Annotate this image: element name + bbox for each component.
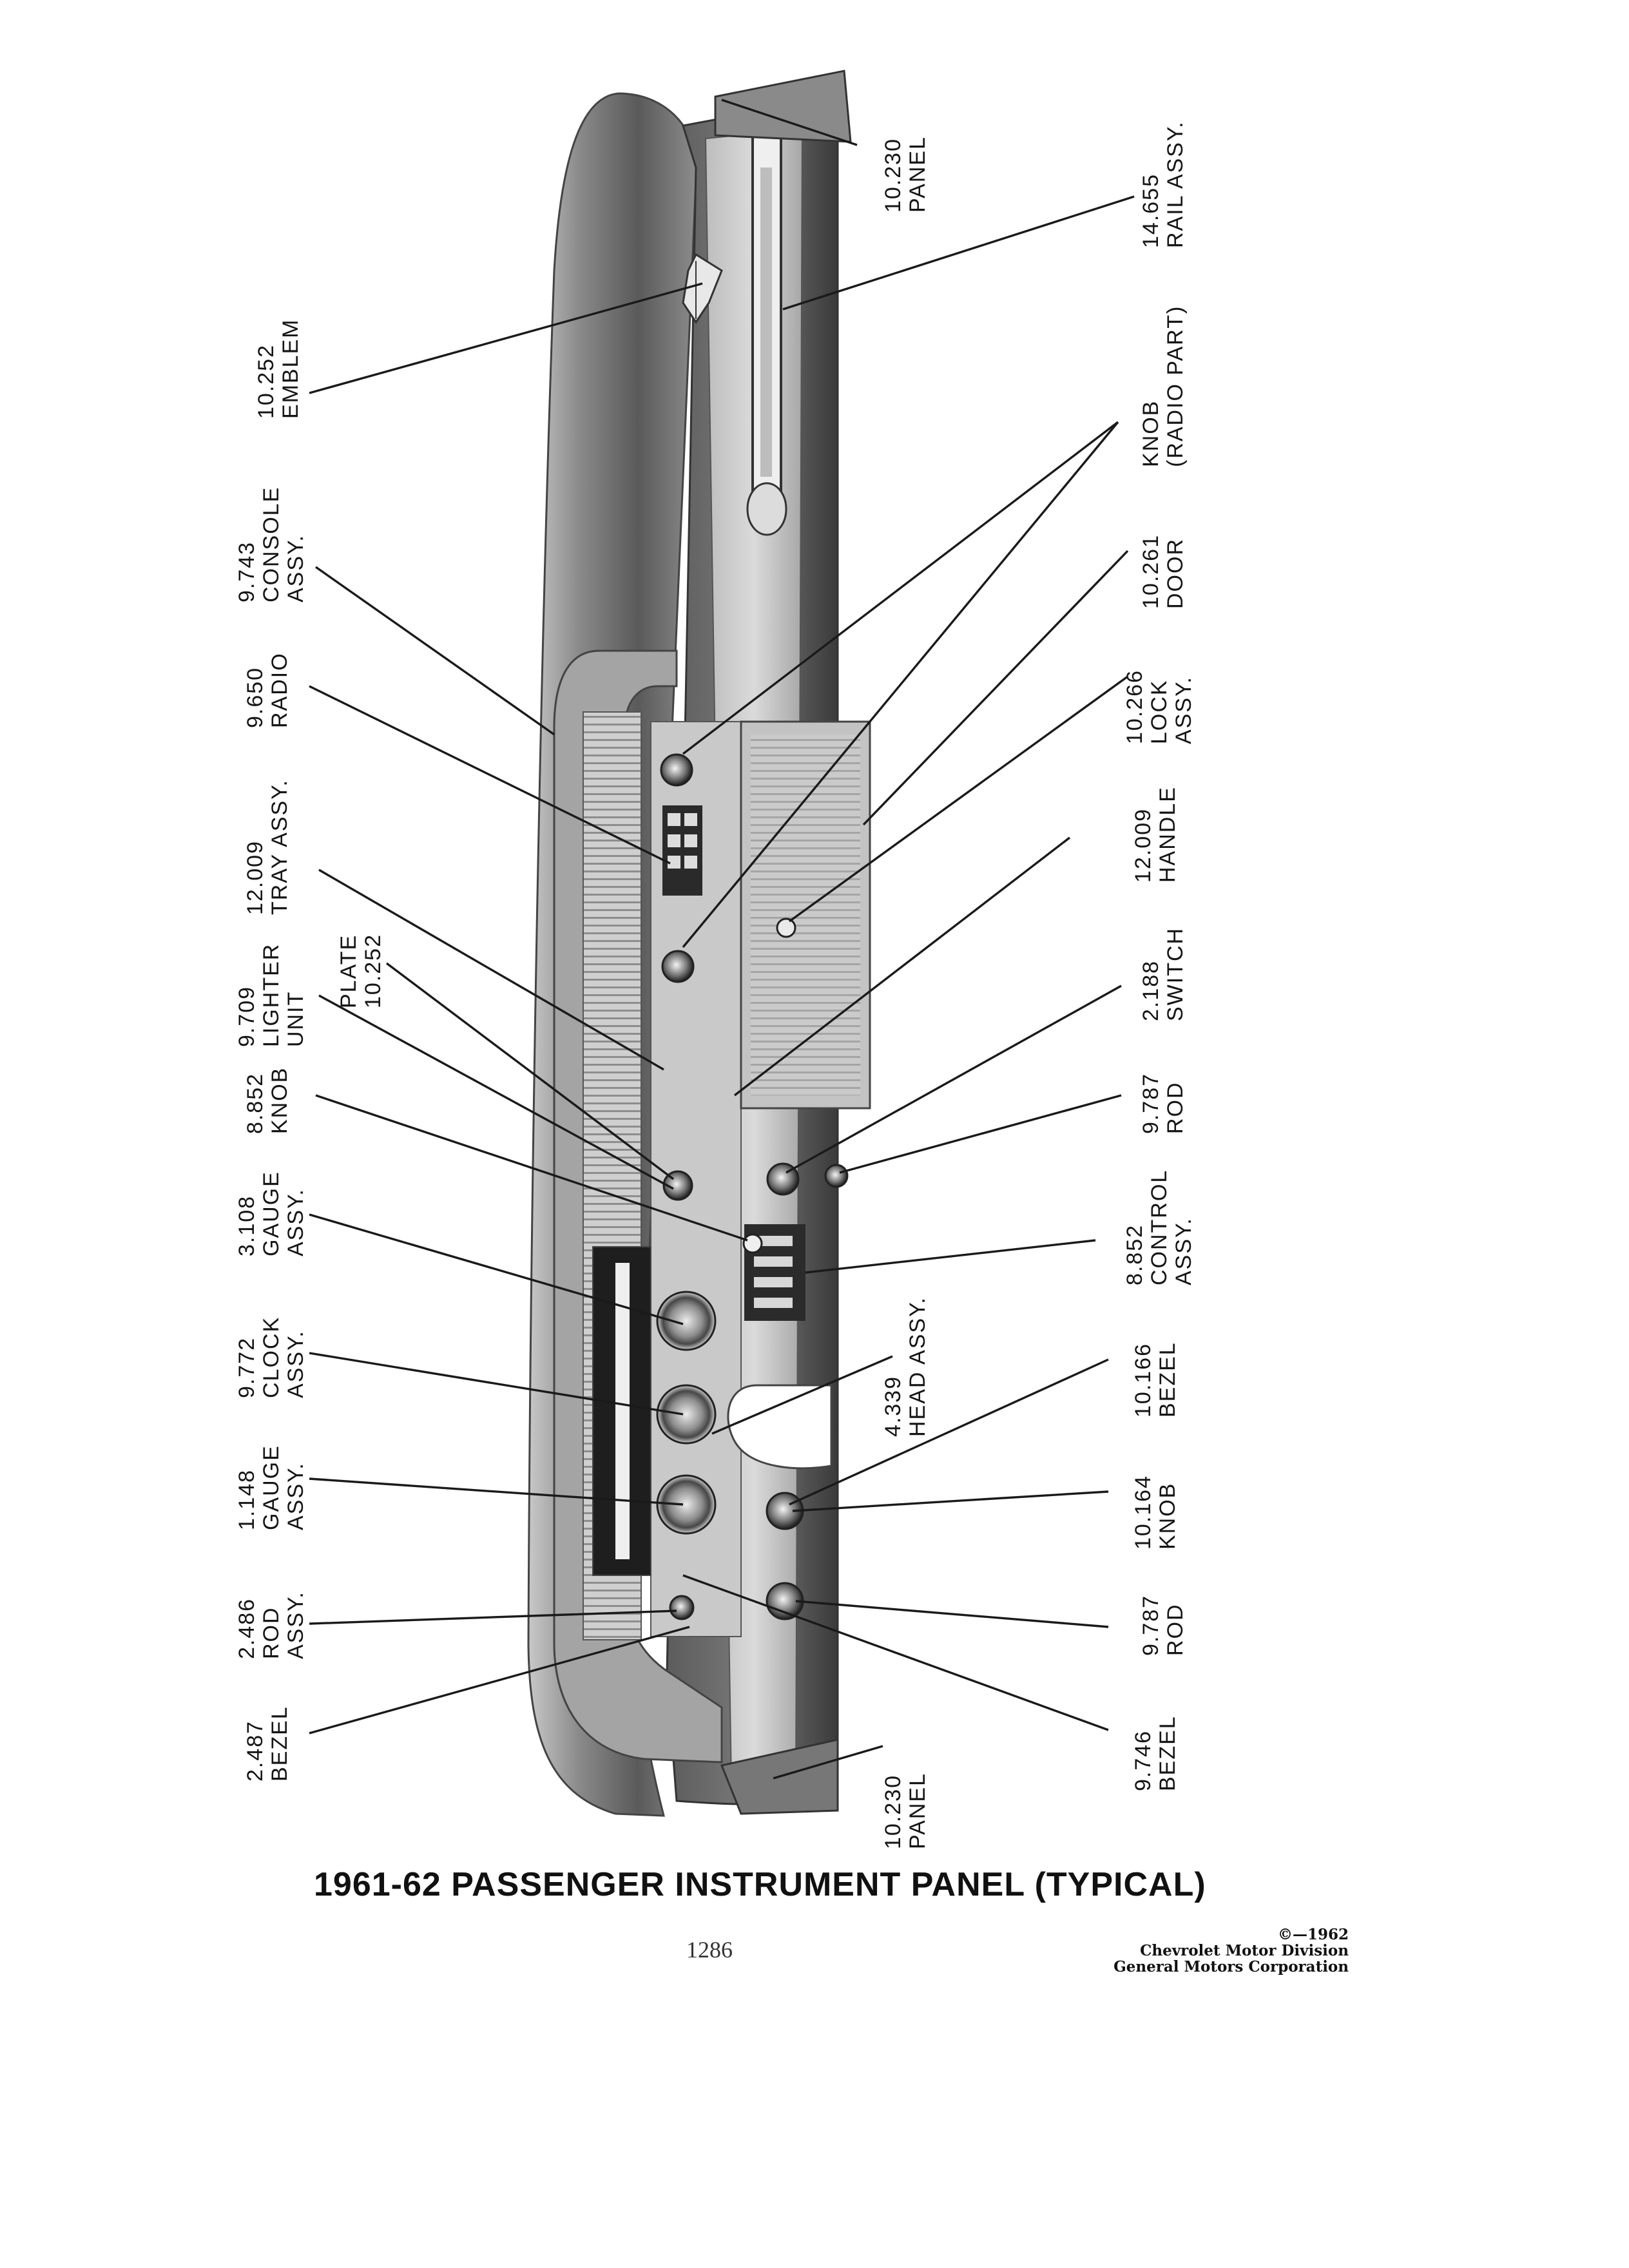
labels-left — [235, 318, 385, 1782]
label-knob-8852: 8.852KNOB — [243, 1066, 292, 1134]
label-gauge-1148: 1.148GAUGEASSY. — [235, 1445, 308, 1530]
labels-center — [881, 1296, 930, 1849]
rod-knob-upper — [825, 1165, 847, 1187]
speedometer-column — [593, 1247, 651, 1575]
labels-right — [881, 120, 1196, 1791]
instrument-panel-illustration — [528, 71, 870, 1816]
label-knob-radio: KNOB(RADIO PART) — [1139, 305, 1188, 467]
label-rod-assy: 2.486RODASSY. — [235, 1591, 308, 1659]
page-number: 1286 — [686, 1937, 733, 1963]
corporation-line: General Motors Corporation — [1113, 1958, 1349, 1975]
label-gauge-3108: 3.108GAUGEASSY. — [235, 1171, 308, 1256]
label-panel-top: 10.230PANEL — [881, 136, 930, 213]
label-bezel-10166: 10.166BEZEL — [1131, 1341, 1180, 1418]
figure-caption: 1961-62 PASSENGER INSTRUMENT PANEL (TYPICAL) — [314, 1866, 1206, 1903]
label-bezel-9746: 9.746BEZEL — [1131, 1715, 1180, 1791]
radio-knob-bottom — [662, 951, 693, 982]
label-bezel-2487: 2.487BEZEL — [243, 1706, 292, 1782]
rod-knob-left — [670, 1596, 693, 1619]
label-panel-bottom: 10.230PANEL — [881, 1773, 930, 1849]
glove-box-door — [741, 722, 870, 1108]
label-console: 9.743CONSOLEASSY. — [235, 486, 308, 602]
label-handle: 12.009HANDLE — [1131, 786, 1180, 883]
label-rod-upper: 9.787ROD — [1139, 1072, 1188, 1134]
lock-cylinder — [777, 919, 795, 937]
control-knob — [744, 1235, 762, 1253]
gauge-upper — [657, 1292, 715, 1350]
label-door: 10.261DOOR — [1139, 534, 1188, 609]
label-tray: 12.009TRAY ASSY. — [243, 779, 292, 915]
rail-assembly — [747, 116, 786, 535]
label-switch: 2.188SWITCH — [1139, 927, 1188, 1021]
clock — [657, 1385, 715, 1443]
radio-knob-top — [661, 754, 692, 785]
label-lighter: 9.709LIGHTERUNIT — [235, 943, 308, 1047]
division-line: Chevrolet Motor Division — [1140, 1942, 1349, 1959]
label-emblem: 10.252EMBLEM — [254, 318, 303, 419]
upper-panel-end — [715, 71, 851, 142]
label-knob-10164: 10.164KNOB — [1131, 1475, 1180, 1550]
label-rail: 14.655RAIL ASSY. — [1139, 120, 1188, 248]
copyright-line: ©—1962 — [1277, 1926, 1349, 1943]
radio — [662, 805, 702, 896]
copyright-credit — [1113, 1927, 1349, 1975]
label-control: 8.852CONTROLASSY. — [1123, 1169, 1196, 1285]
label-radio: 9.650RADIO — [243, 652, 292, 728]
label-plate: PLATE10.252 — [336, 934, 385, 1008]
label-rod-lower: 9.787ROD — [1139, 1594, 1188, 1656]
gauge-lower — [657, 1475, 715, 1533]
label-head-assy: 4.339HEAD ASSY. — [881, 1296, 930, 1437]
label-clock: 9.772CLOCKASSY. — [235, 1316, 308, 1398]
label-lock: 10.266LOCKASSY. — [1123, 669, 1196, 744]
